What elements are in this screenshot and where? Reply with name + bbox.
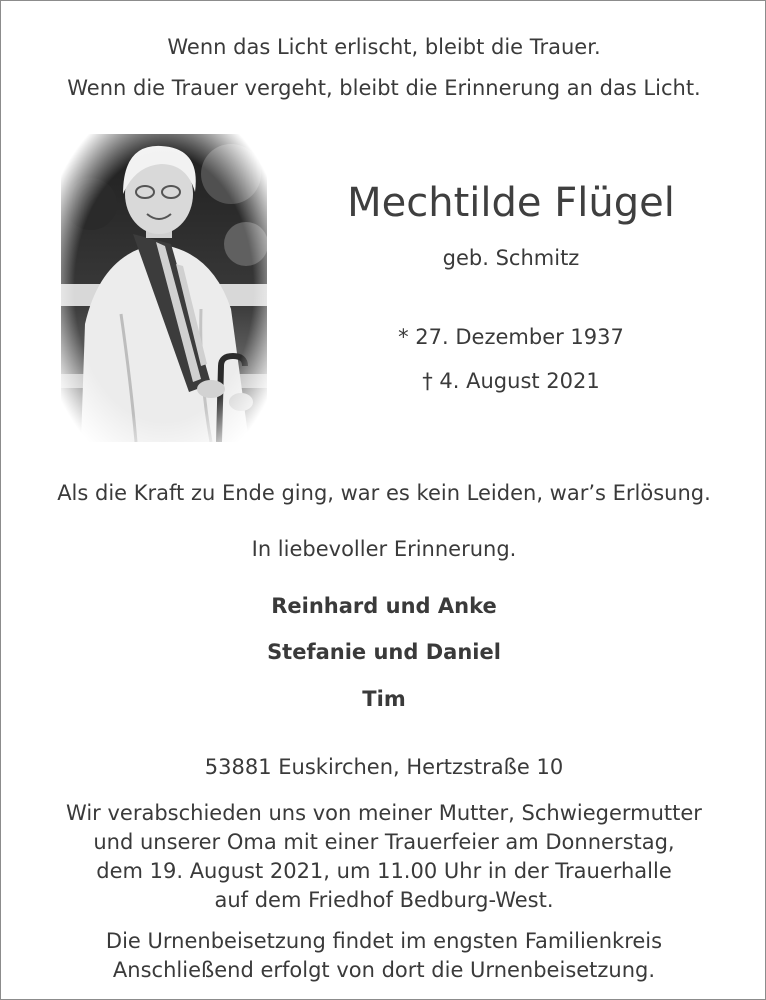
quote-line-2: Wenn die Trauer vergeht, bleibt die Erinnerung an das Licht. bbox=[67, 76, 701, 100]
ceremony-line-1: Wir verabschieden uns von meiner Mutter, Schwiegermutter bbox=[66, 801, 702, 825]
address-line: 53881 Euskirchen, Hertzstraße 10 bbox=[204, 755, 564, 779]
portrait-photo-icon bbox=[61, 134, 267, 442]
mourner-3: Tim bbox=[362, 687, 406, 711]
mourner-2: Stefanie und Daniel bbox=[267, 640, 501, 664]
deceased-name: Mechtilde Flügel bbox=[347, 180, 675, 226]
mourner-1: Reinhard und Anke bbox=[271, 594, 497, 618]
ceremony-line-4: auf dem Friedhof Bedburg-West. bbox=[214, 888, 554, 912]
ceremony-line-3: dem 19. August 2021, um 11.00 Uhr in der Trauerhalle bbox=[96, 859, 672, 883]
portrait-photo bbox=[61, 134, 267, 442]
birth-date: * 27. Dezember 1937 bbox=[398, 325, 624, 349]
maiden-name: geb. Schmitz bbox=[442, 246, 580, 270]
ceremony-line-2: und unserer Oma mit einer Trauerfeier am Donnerstag, bbox=[93, 830, 675, 854]
death-date: † 4. August 2021 bbox=[422, 369, 600, 393]
sentiment-line: Als die Kraft zu Ende ging, war es kein Leiden, war’s Erlösung. bbox=[57, 481, 711, 505]
remembrance-line: In liebevoller Erinnerung. bbox=[251, 537, 517, 561]
burial-line-2: Anschließend erfolgt von dort die Urnenbeisetzung. bbox=[112, 958, 656, 982]
burial-line-1: Die Urnenbeisetzung findet im engsten Familienkreis bbox=[105, 929, 663, 953]
quote-line-1: Wenn das Licht erlischt, bleibt die Trauer. bbox=[167, 35, 601, 59]
